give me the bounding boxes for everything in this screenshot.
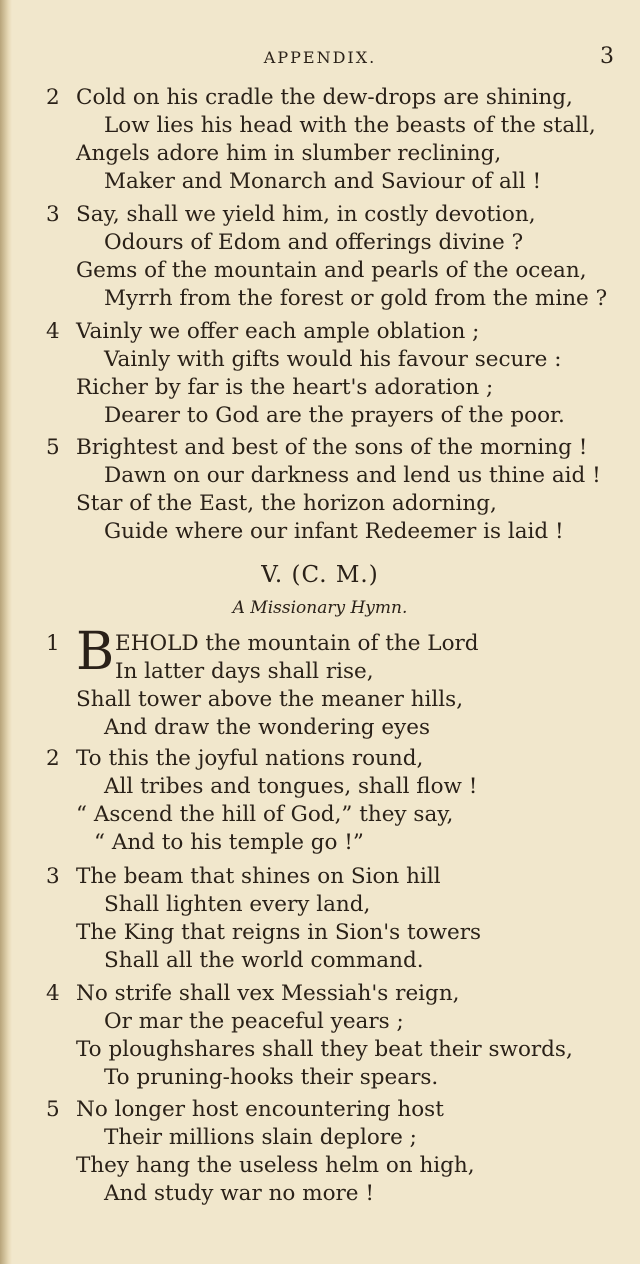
- verse-text: Low lies his head with the beasts of the stall,: [104, 113, 596, 138]
- verse-text: Vainly we offer each ample oblation ;: [76, 319, 480, 344]
- verse-line: [0, 140, 640, 168]
- verse-text: Or mar the peaceful years ;: [104, 1009, 404, 1034]
- verse-line: [0, 658, 640, 686]
- verse-line: [0, 434, 640, 462]
- verse-line: [0, 773, 640, 801]
- verse-text: And study war no more !: [104, 1181, 374, 1206]
- stanza-number: 2: [46, 85, 60, 110]
- verse-text: Odours of Edom and offerings divine ?: [104, 230, 524, 255]
- verse-line: [0, 490, 640, 518]
- verse-text: No longer host encountering host: [76, 1097, 444, 1122]
- verse-line: [0, 318, 640, 346]
- page-number: 3: [600, 44, 614, 69]
- verse-text: Shall all the world command.: [104, 948, 424, 973]
- verse-text: Dearer to God are the prayers of the poor.: [104, 403, 565, 428]
- verse-line: [0, 84, 640, 112]
- verse-text: Brightest and best of the sons of the morning !: [76, 435, 588, 460]
- verse-text: No strife shall vex Messiah's reign,: [76, 981, 460, 1006]
- verse-text: The beam that shines on Sion hill: [76, 864, 441, 889]
- stanza-number: 1: [46, 631, 60, 656]
- verse-line: [0, 1152, 640, 1180]
- verse-line: [0, 285, 640, 313]
- verse-line: [0, 1124, 640, 1152]
- verse-text: EHOLD the mountain of the Lord: [115, 631, 479, 656]
- stanza-number: 5: [46, 435, 60, 460]
- stanza-number: 3: [46, 202, 60, 227]
- verse-text: To ploughshares shall they beat their swords,: [76, 1037, 573, 1062]
- verse-text: Shall tower above the meaner hills,: [76, 687, 464, 712]
- verse-text: Shall lighten every land,: [104, 892, 371, 917]
- verse-text: All tribes and tongues, shall flow !: [104, 774, 478, 799]
- verse-line: [0, 462, 640, 490]
- verse-line: [0, 1036, 640, 1064]
- verse-line: [0, 891, 640, 919]
- verse-text: Cold on his cradle the dew-drops are shining,: [76, 85, 573, 110]
- verse-line: [0, 919, 640, 947]
- verse-text: Angels adore him in slumber reclining,: [76, 141, 502, 166]
- hymn-title: V. (C. M.): [261, 562, 379, 588]
- verse-line: [0, 829, 640, 857]
- verse-line: [0, 947, 640, 975]
- verse-text: Say, shall we yield him, in costly devotion,: [76, 202, 536, 227]
- verse-line: [0, 201, 640, 229]
- verse-line: [0, 1008, 640, 1036]
- verse-line: [0, 801, 640, 829]
- verse-text: To pruning-hooks their spears.: [104, 1065, 439, 1090]
- verse-line: [0, 402, 640, 430]
- verse-text: And draw the wondering eyes: [104, 715, 431, 740]
- verse-line: [0, 1096, 640, 1124]
- verse-text: Myrrh from the forest or gold from the mine ?: [104, 286, 608, 311]
- verse-text: Richer by far is the heart's adoration ;: [76, 375, 494, 400]
- verse-line: [0, 168, 640, 196]
- verse-text: The King that reigns in Sion's towers: [76, 920, 482, 945]
- verse-line: [0, 374, 640, 402]
- stanza-number: 3: [46, 864, 60, 889]
- verse-line: [0, 518, 640, 546]
- verse-text: Dawn on our darkness and lend us thine aid !: [104, 463, 601, 488]
- verse-text: Star of the East, the horizon adorning,: [76, 491, 497, 516]
- verse-line: [0, 686, 640, 714]
- stanza-number: 2: [46, 746, 60, 771]
- verse-line: [0, 257, 640, 285]
- verse-text: Gems of the mountain and pearls of the ocean,: [76, 258, 587, 283]
- stanza-number: 4: [46, 981, 60, 1006]
- verse-text: Guide where our infant Redeemer is laid !: [104, 519, 564, 544]
- verse-text: Their millions slain deplore ;: [104, 1125, 417, 1150]
- verse-text: They hang the useless helm on high,: [76, 1153, 475, 1178]
- running-head: APPENDIX.: [263, 48, 377, 67]
- hymn-subtitle: A Missionary Hymn.: [232, 598, 408, 618]
- verse-line: [0, 863, 640, 891]
- stanza-number: 5: [46, 1097, 60, 1122]
- stanza-number: 4: [46, 319, 60, 344]
- verse-line: [0, 346, 640, 374]
- verse-line: [0, 714, 640, 742]
- verse-text: “ Ascend the hill of God,” they say,: [76, 802, 454, 827]
- verse-text: In latter days shall rise,: [115, 659, 374, 684]
- verse-text: Vainly with gifts would his favour secure :: [104, 347, 562, 372]
- verse-line: [0, 229, 640, 257]
- verse-text: To this the joyful nations round,: [76, 746, 424, 771]
- verse-line: [0, 112, 640, 140]
- verse-line: [0, 1180, 640, 1208]
- verse-line: [0, 980, 640, 1008]
- verse-line: [0, 745, 640, 773]
- verse-text: Maker and Monarch and Saviour of all !: [104, 169, 542, 194]
- verse-text: “ And to his temple go !”: [94, 830, 364, 855]
- drop-cap: B: [76, 622, 115, 682]
- verse-line: [0, 1064, 640, 1092]
- page-header: [0, 44, 640, 74]
